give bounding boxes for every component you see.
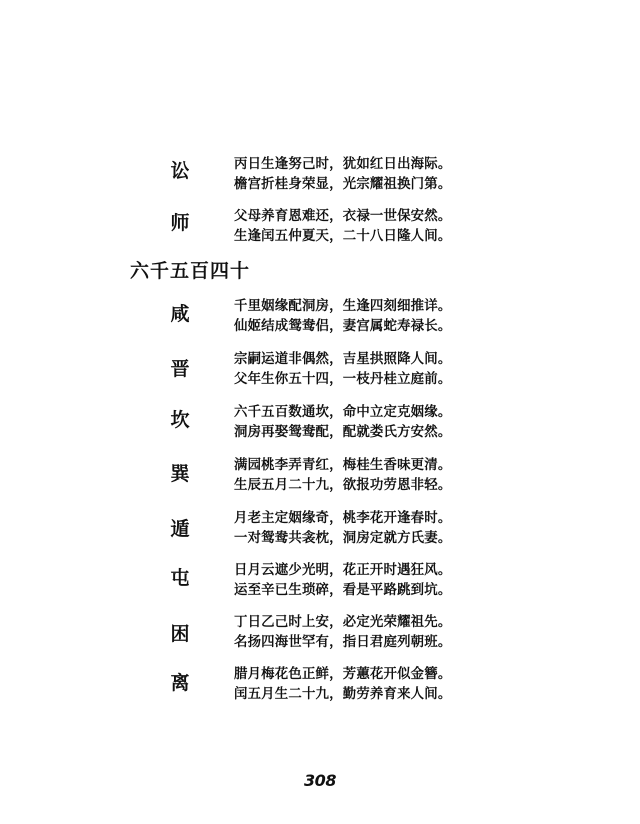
gua-name: 困 — [170, 623, 190, 645]
verse-line: 腊月梅花色正鲜，芳蕙花开似金簪。 — [234, 666, 452, 682]
verse-line: 千里姻缘配洞房，生逢四刻细推详。 — [234, 298, 452, 314]
gua-name: 离 — [170, 672, 190, 694]
gua-name: 巽 — [170, 463, 190, 485]
verse-block — [234, 508, 574, 548]
verse-block — [234, 560, 574, 600]
verse-line: 一对鸳鸯共衾枕，洞房定就方氏妻。 — [234, 530, 452, 546]
verse-line: 生辰五月二十九，欲报功劳恩非轻。 — [234, 477, 452, 493]
gua-name: 屯 — [170, 567, 190, 589]
verse-line: 生逢闰五仲夏天，二十八日隆人间。 — [234, 228, 452, 244]
verse-line: 闰五月生二十九，勤劳养育来人间。 — [234, 686, 452, 702]
verse-line: 丙日生逢努己时，犹如红日出海际。 — [234, 156, 452, 172]
verse-line: 满园桃李弄青红，梅桂生香味更清。 — [234, 457, 452, 473]
verse-line: 运至辛已生琐碎，看是平路跳到坑。 — [234, 582, 452, 598]
verse-line: 檐宫折桂身荣显，光宗耀祖换门第。 — [234, 176, 452, 192]
verse-block — [234, 296, 574, 336]
page-number: 308 — [304, 771, 336, 790]
verse-line: 父母养育恩难还，衣禄一世保安然。 — [234, 208, 452, 224]
verse-block — [234, 402, 574, 442]
gua-name: 咸 — [170, 303, 190, 325]
verse-line: 宗嗣运道非偶然，吉星拱照降人间。 — [234, 351, 452, 367]
verse-line: 日月云遮少光明，花正开时遇狂风。 — [234, 562, 452, 578]
verse-line: 丁日乙己时上安，必定光荣耀祖先。 — [234, 614, 452, 630]
gua-name: 晋 — [170, 358, 190, 380]
verse-block — [234, 612, 574, 652]
gua-name: 讼 — [170, 160, 190, 182]
verse-line: 父年生你五十四，一枝丹桂立庭前。 — [234, 371, 452, 387]
verse-block — [234, 664, 574, 704]
verse-line: 仙姬结成鸳鸯侣，妻宫属蛇寿禄长。 — [234, 318, 452, 334]
verse-line: 名扬四海世罕有，指日君庭列朝班。 — [234, 634, 452, 650]
verse-block — [234, 349, 574, 389]
gua-name: 坎 — [170, 409, 190, 431]
verse-line: 月老主定姻缘奇，桃李花开逢春时。 — [234, 510, 452, 526]
gua-name: 师 — [170, 212, 190, 234]
verse-block — [234, 206, 574, 246]
gua-name: 遁 — [170, 518, 190, 540]
verse-line: 洞房再娶鸳鸯配，配就娄氏方安然。 — [234, 424, 452, 440]
verse-line: 六千五百数通坎，命中立定克姻缘。 — [234, 404, 452, 420]
verse-block — [234, 455, 574, 495]
section-heading: 六千五百四十 — [130, 260, 251, 282]
verse-block — [234, 154, 574, 194]
